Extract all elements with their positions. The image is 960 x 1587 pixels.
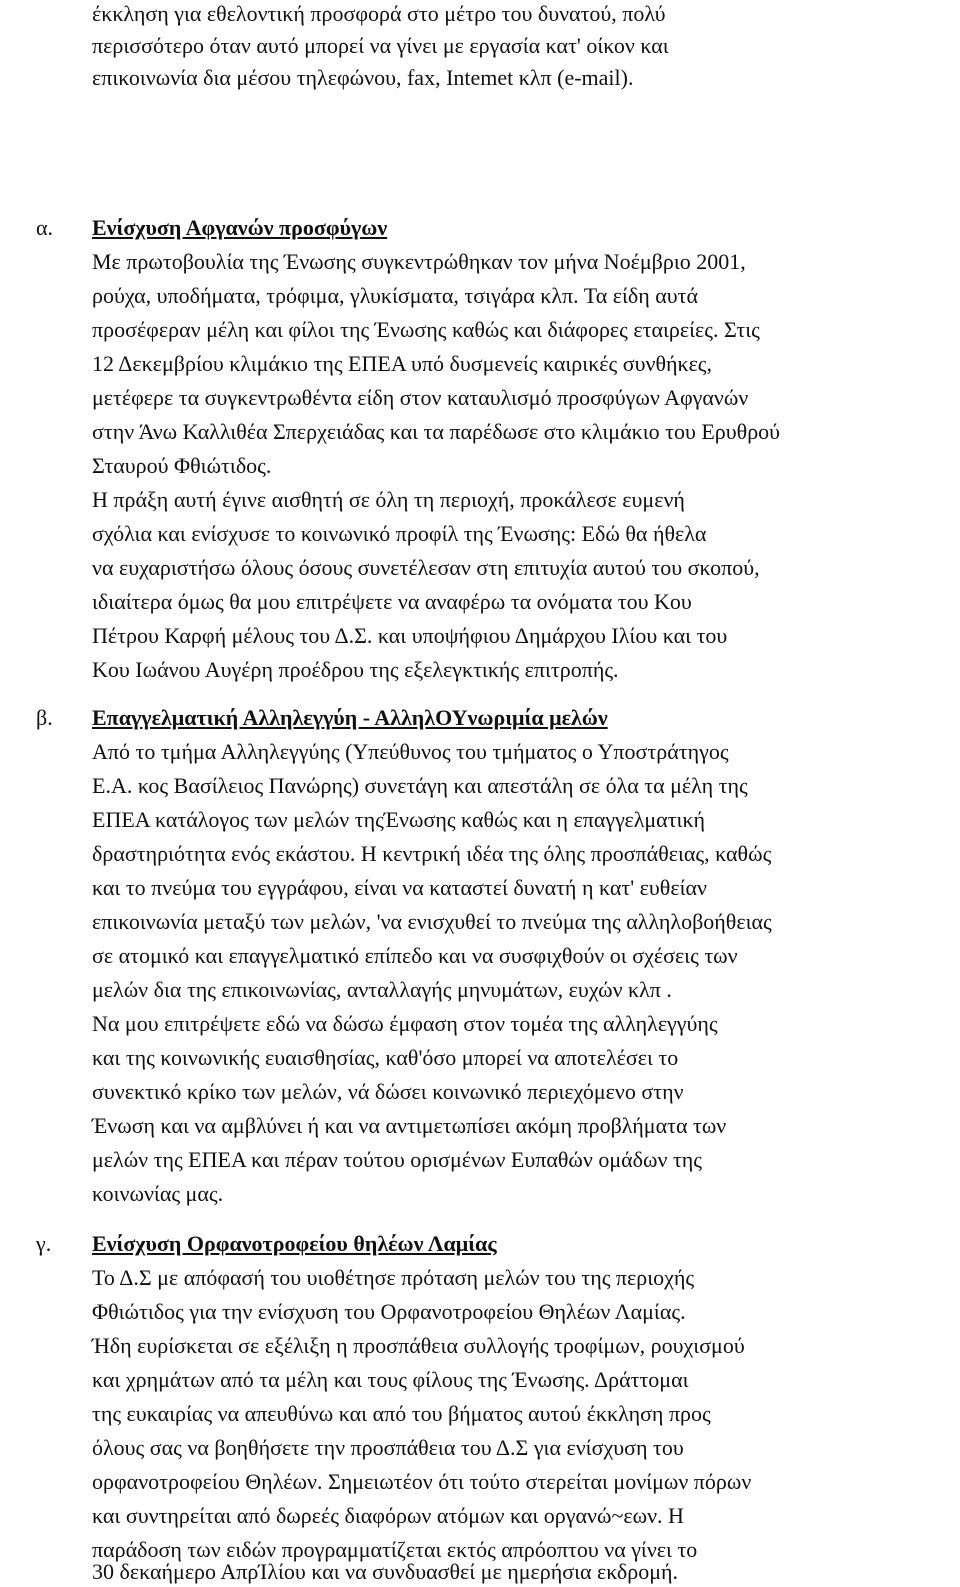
- intro-line: επικοινωνία δια μέσου τηλεφώνου, fax, Intemet κλπ (e-mail).: [92, 65, 634, 90]
- section-heading: Ενίσχυση Ορφανοτροφείου θηλέων Λαμίας: [92, 1231, 497, 1256]
- section-line: ορφανοτροφείου Θηλέων. Σημειωτέον ότι τούτο στερείται μονίμων πόρων: [92, 1469, 752, 1494]
- section-line: Ένωση και να αμβλύνει ή και να αντιμετωπίσει ακόμη προβλήματα των: [92, 1113, 727, 1138]
- section-line: Κου Ιωάνου Αυγέρη προέδρου της εξελεγκτικής επιτροπής.: [92, 657, 619, 682]
- section-line: ρούχα, υποδήματα, τρόφιμα, γλυκίσματα, τσιγάρα κλπ. Τα είδη αυτά: [92, 283, 699, 308]
- section-line: Να μου επιτρέψετε εδώ να δώσω έμφαση στον τομέα της αλληλεγγύης: [92, 1011, 718, 1036]
- intro-line: έκκληση για εθελοντική προσφορά στο μέτρο του δυνατού, πολύ: [92, 1, 666, 26]
- section-line: επικοινωνία μεταξύ των μελών, 'να ενισχυθεί το πνεύμα της αλληλοβοήθειας: [92, 909, 772, 934]
- section-line: 30 δεκαήμερο ΑπρΊλίου και να συνδυασθεί με ημερήσια εκδρομή.: [92, 1559, 679, 1584]
- section-line: στην Άνω Καλλιθέα Σπερχειάδας και τα παρέδωσε στο κλιμάκιο του Ερυθρού: [92, 419, 781, 444]
- section-line: όλους σας να βοηθήσετε την προσπάθεια του Δ.Σ για ενίσχυση του: [92, 1435, 684, 1460]
- section-line: παράδοση των ειδών προγραμματίζεται εκτός απρόοπτου να γίνει το: [92, 1537, 698, 1562]
- section-heading: Ενίσχυση Αφγανών προσφύγων: [92, 215, 388, 240]
- section-line: κοινωνίας μας.: [92, 1181, 224, 1206]
- section-line: Ήδη ευρίσκεται σε εξέλιξη η προσπάθεια συλλογής τροφίμων, ρουχισμού: [92, 1333, 745, 1358]
- section-line: μετέφερε τα συγκεντρωθέντα είδη στον καταυλισμό προσφύγων Αφγανών: [92, 385, 749, 410]
- section-line: Με πρωτοβουλία της Ένωσης συγκεντρώθηκαν τον μήνα Νοέμβριο 2001,: [92, 249, 746, 274]
- section-line: σχόλια και ενίσχυσε το κοινωνικό προφίλ της Ένωσης: Εδώ θα ήθελα: [92, 521, 707, 546]
- section-heading: Επαγγελματική Αλληλεγγύη - ΑλληλΟΥνωριμία μελών: [92, 705, 608, 730]
- section-line: προσέφεραν μέλη και φίλοι της Ένωσης καθώς και διάφορες εταιρείες. Στις: [92, 317, 760, 342]
- section-line: Πέτρου Καρφή μέλους του Δ.Σ. και υποψήφιου Δημάρχου Ιλίου και του: [92, 623, 728, 648]
- section-line: και το πνεύμα του εγγράφου, είναι να καταστεί δυνατή η κατ' ευθείαν: [92, 875, 707, 900]
- section-line: και χρημάτων από τα μέλη και τους φίλους της Ένωσης. Δράττομαι: [92, 1367, 689, 1392]
- section-marker: β.: [36, 705, 53, 730]
- section-line: δραστηριότητα ενός εκάστου. Η κεντρική ιδέα της όλης προσπάθειας, καθώς: [92, 841, 772, 866]
- section-line: ΕΠΕΑ κατάλογος των μελών τηςΈνωσης καθώς και η επαγγελματική: [92, 807, 706, 832]
- section-line: να ευχαριστήσω όλους όσους συνετέλεσαν στη επιτυχία αυτού του σκοπού,: [92, 555, 760, 580]
- section-line: 12 Δεκεμβρίου κλιμάκιο της ΕΠΕΑ υπό δυσμενείς καιρικές συνθήκες,: [92, 351, 713, 376]
- section-line: της ευκαιρίας να απευθύνω και από του βήματος αυτού έκκληση προς: [92, 1401, 711, 1426]
- section-line: μελών της ΕΠΕΑ και πέραν τούτου ορισμένων Ευπαθών ομάδων της: [92, 1147, 702, 1172]
- section-line: σε ατομικό και επαγγελματικό επίπεδο και να συσφιχθούν οι σχέσεις των: [92, 943, 738, 968]
- section-marker: α.: [36, 215, 54, 240]
- section-line: μελών δια της επικοινωνίας, ανταλλαγής μηνυμάτων, ευχών κλπ .: [92, 977, 672, 1002]
- section-marker: γ.: [36, 1231, 52, 1256]
- section-line: και συντηρείται από δωρεές διαφόρων ατόμων και οργανώ~εων. Η: [92, 1503, 684, 1528]
- section-line: Σταυρού Φθιώτιδος.: [92, 453, 272, 478]
- section-line: συνεκτικό κρίκο των μελών, νά δώσει κοινωνικό περιεχόμενο στην: [92, 1079, 684, 1104]
- intro-line: περισσότερο όταν αυτό μπορεί να γίνει με εργασία κατ' οίκον και: [92, 33, 669, 58]
- section-line: Από το τμήμα Αλληλεγγύης (Υπεύθυνος του τμήματος ο Υποστράτηγος: [92, 739, 729, 764]
- section-line: Το Δ.Σ με απόφασή του υιοθέτησε πρόταση μελών του της περιοχής: [92, 1265, 695, 1290]
- section-line: ιδιαίτερα όμως θα μου επιτρέψετε να αναφέρω τα ονόματα του Κου: [92, 589, 692, 614]
- section-line: Φθιώτιδος για την ενίσχυση του Ορφανοτροφείου Θηλέων Λαμίας.: [92, 1299, 686, 1324]
- section-line: και της κοινωνικής ευαισθησίας, καθ'όσο μπορεί να αποτελέσει το: [92, 1045, 679, 1070]
- section-line: Ε.Α. κος Βασίλειος Πανώρης) συνετάγη και απεστάλη σε όλα τα μέλη της: [92, 773, 748, 798]
- section-line: Η πράξη αυτή έγινε αισθητή σε όλη τη περιοχή, προκάλεσε ευμενή: [92, 487, 685, 512]
